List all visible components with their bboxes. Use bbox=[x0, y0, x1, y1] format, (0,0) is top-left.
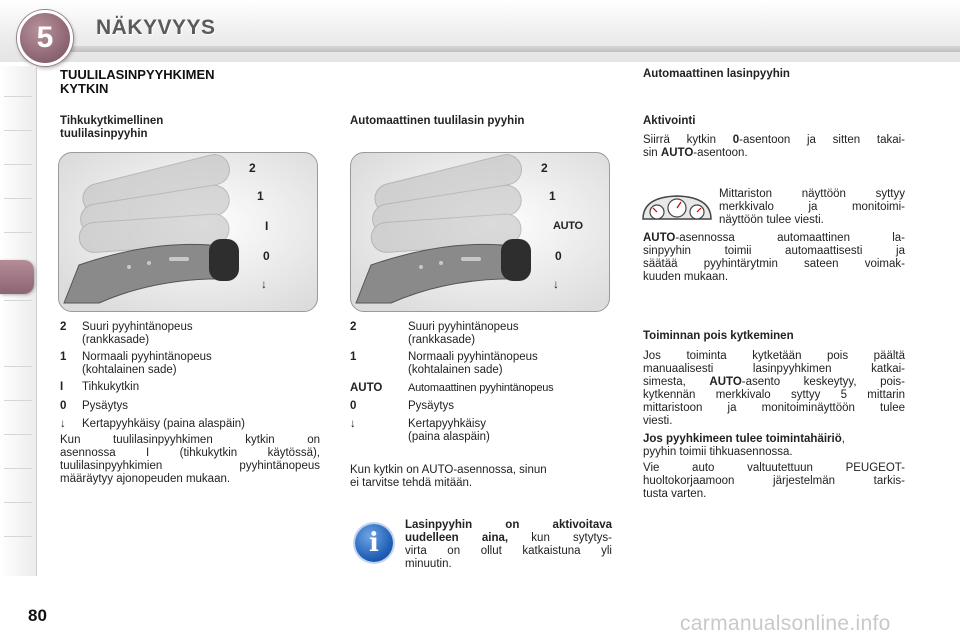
bold-run: Jos pyyhkimeen tulee toimintahäiriö bbox=[643, 433, 842, 445]
paragraph-line: ei tarvitse tehdä mitään. bbox=[350, 477, 473, 489]
deact-line: mittaristoon ja monitoiminäyttöön tulee bbox=[643, 402, 905, 414]
info-line: Lasinpyyhin on aktivoitava bbox=[405, 519, 612, 531]
legend-text: Pysäytys bbox=[408, 400, 455, 412]
paragraph-line: Kun kytkin on AUTO-asennossa, sinun bbox=[350, 464, 547, 476]
legend-key: AUTO bbox=[350, 382, 383, 394]
bold-run: AUTO bbox=[660, 147, 694, 159]
legend-key: 2 bbox=[350, 321, 357, 333]
middle-subtitle: Automaattinen tuulilasin pyyhin bbox=[350, 115, 525, 127]
wiper-lever-drawing bbox=[59, 153, 317, 311]
info-line: minuutin. bbox=[405, 558, 452, 570]
text-run: , bbox=[841, 433, 845, 445]
wiper-lever-illustration-auto bbox=[350, 152, 610, 312]
service-paragraph bbox=[643, 462, 905, 501]
auto-line: säätää pyyhintärytmin sateen voimak- bbox=[643, 258, 905, 270]
fault-line: pyyhin toimii tihkuasennossa. bbox=[643, 446, 793, 458]
lever-position-label: 2 bbox=[249, 161, 256, 175]
left-subtitle-line2: tuulilasinpyyhin bbox=[60, 128, 148, 140]
auto-line: sinpyyhin toimii automaattisesti ja bbox=[643, 245, 905, 257]
legend-key: 0 bbox=[60, 400, 67, 412]
text-run: -asento keskeytyy, pois- bbox=[741, 376, 905, 388]
legend-key: I bbox=[60, 381, 64, 393]
legend-text: Kertapyyhkäisy (paina alaspäin) bbox=[82, 418, 246, 430]
legend-text: (kohtalainen sade) bbox=[82, 364, 177, 376]
bold-run: AUTO bbox=[709, 376, 742, 388]
activation-text bbox=[643, 134, 905, 160]
lever-position-label: 1 bbox=[257, 189, 264, 203]
legend-text: Suuri pyyhintänopeus bbox=[408, 321, 519, 333]
tab-divider bbox=[4, 502, 32, 503]
paragraph-line: asennossa I (tihkukytkin käytössä), bbox=[60, 447, 320, 459]
section-title-line1: TUULILASINPYYHKIMEN bbox=[60, 67, 215, 82]
tab-divider bbox=[4, 366, 32, 367]
lever-position-label: 2 bbox=[541, 161, 548, 175]
legend-key: ↓ bbox=[350, 418, 356, 430]
lever-position-label: AUTO bbox=[553, 220, 583, 232]
activation-line bbox=[643, 134, 905, 147]
paragraph-line: Kun tuulilasinpyyhkimen kytkin on bbox=[60, 434, 320, 446]
info-text bbox=[405, 519, 612, 571]
legend-key: 2 bbox=[60, 321, 67, 333]
bold-run: 0 bbox=[732, 134, 740, 146]
section-title-line2: KYTKIN bbox=[60, 81, 109, 96]
tab-divider bbox=[4, 232, 32, 233]
activation-heading: Aktivointi bbox=[643, 115, 696, 127]
auto-line bbox=[643, 232, 905, 245]
right-title: Automaattinen lasinpyyhin bbox=[643, 68, 790, 80]
bold-run: AUTO bbox=[643, 232, 676, 244]
chapter-number-badge: 5 bbox=[17, 10, 73, 66]
legend-text: Kertapyyhkäisy bbox=[408, 418, 486, 430]
auto-line: kuuden mukaan. bbox=[643, 271, 729, 283]
page-number: 80 bbox=[28, 606, 47, 625]
legend-key: 1 bbox=[350, 351, 357, 363]
deact-line: manuaalisesti lasinpyyhkimen katkai- bbox=[643, 363, 905, 375]
tab-divider bbox=[4, 468, 32, 469]
dashboard-text bbox=[719, 188, 905, 227]
info-line bbox=[405, 532, 612, 545]
left-subtitle-line1: Tihkukytkimellinen bbox=[60, 115, 164, 127]
legend-text: (rankkasade) bbox=[408, 334, 476, 346]
text-run: -asentoon. bbox=[693, 147, 748, 159]
service-line: tusta varten. bbox=[643, 488, 707, 500]
info-rest: kun sytytys- bbox=[508, 532, 613, 544]
text-run: -asennossa automaattinen la- bbox=[675, 232, 905, 244]
paragraph-line: määräytyy ajonopeuden mukaan. bbox=[60, 473, 231, 485]
info-bold: uudelleen aina, bbox=[405, 532, 509, 544]
legend-text: Suuri pyyhintänopeus bbox=[82, 321, 193, 333]
instrument-panel-icon bbox=[641, 193, 713, 223]
service-line: huoltokorjaamoon järjestelmän tarkis- bbox=[643, 475, 905, 487]
activation-line bbox=[643, 147, 905, 160]
tab-divider bbox=[4, 198, 32, 199]
text-run: sin bbox=[643, 147, 661, 159]
text-run: simesta, bbox=[643, 376, 710, 388]
left-paragraph bbox=[60, 434, 320, 486]
deact-line bbox=[643, 376, 905, 389]
dashboard-line: näyttöön tulee viesti. bbox=[719, 214, 824, 226]
middle-paragraph bbox=[350, 464, 612, 490]
legend-text: (paina alaspäin) bbox=[408, 431, 490, 443]
legend-text: Pysäytys bbox=[82, 400, 129, 412]
deact-line: kytkennän merkkivalo syttyy 5 mittarin bbox=[643, 389, 905, 401]
lever-position-label: 0 bbox=[555, 249, 562, 263]
dashboard-line: Mittariston näyttöön syttyy bbox=[719, 188, 905, 200]
legend-text: Normaali pyyhintänopeus bbox=[82, 351, 212, 363]
paragraph-line: tuulilasinpyyhkimien pyyhintänopeus bbox=[60, 460, 320, 472]
deact-line: Jos toiminta kytketään pois päältä bbox=[643, 350, 905, 362]
info-line: virta on ollut katkaistuna yli bbox=[405, 545, 612, 557]
text-run: -asentoon ja sitten takai- bbox=[739, 134, 906, 146]
legend-text: Tihkukytkin bbox=[82, 381, 140, 393]
tab-divider bbox=[4, 300, 32, 301]
lever-position-label: 0 bbox=[263, 249, 270, 263]
wiper-lever-drawing bbox=[351, 153, 609, 311]
chapter-title: NÄKYVYYS bbox=[96, 16, 216, 39]
tab-divider bbox=[4, 96, 32, 97]
lever-position-label: I bbox=[265, 219, 269, 233]
text-run: Siirrä kytkin bbox=[643, 134, 733, 146]
legend-key: 1 bbox=[60, 351, 67, 363]
legend-text: Normaali pyyhintänopeus bbox=[408, 351, 538, 363]
info-icon: i bbox=[355, 524, 393, 562]
lever-position-label: 1 bbox=[549, 189, 556, 203]
legend-key: ↓ bbox=[60, 418, 66, 430]
legend-text: Automaattinen pyyhintänopeus bbox=[408, 382, 554, 394]
legend-key: 0 bbox=[350, 400, 357, 412]
watermark-text: carmanualsonline.info bbox=[680, 612, 891, 635]
deactivation-paragraph bbox=[643, 350, 905, 428]
chapter-tabs bbox=[0, 66, 37, 576]
header-rule bbox=[60, 46, 960, 52]
tab-divider bbox=[4, 164, 32, 165]
fault-paragraph bbox=[643, 433, 905, 459]
tab-divider bbox=[4, 400, 32, 401]
wiper-lever-illustration-intermittent bbox=[58, 152, 318, 312]
legend-text: (rankkasade) bbox=[82, 334, 150, 346]
lever-position-label: ↓ bbox=[553, 277, 559, 291]
tab-divider bbox=[4, 434, 32, 435]
deactivation-heading: Toiminnan pois kytkeminen bbox=[643, 330, 794, 342]
service-line: Vie auto valtuutettuun PEUGEOT- bbox=[643, 462, 905, 474]
auto-paragraph bbox=[643, 232, 905, 284]
chapter-tab-active[interactable] bbox=[0, 260, 34, 294]
legend-text: (kohtalainen sade) bbox=[408, 364, 503, 376]
tab-divider bbox=[4, 536, 32, 537]
deact-line: viesti. bbox=[643, 415, 673, 427]
tab-divider bbox=[4, 130, 32, 131]
lever-position-label: ↓ bbox=[261, 277, 267, 291]
dashboard-line: merkkivalo ja monitoimi- bbox=[719, 201, 905, 213]
fault-line bbox=[643, 433, 905, 446]
